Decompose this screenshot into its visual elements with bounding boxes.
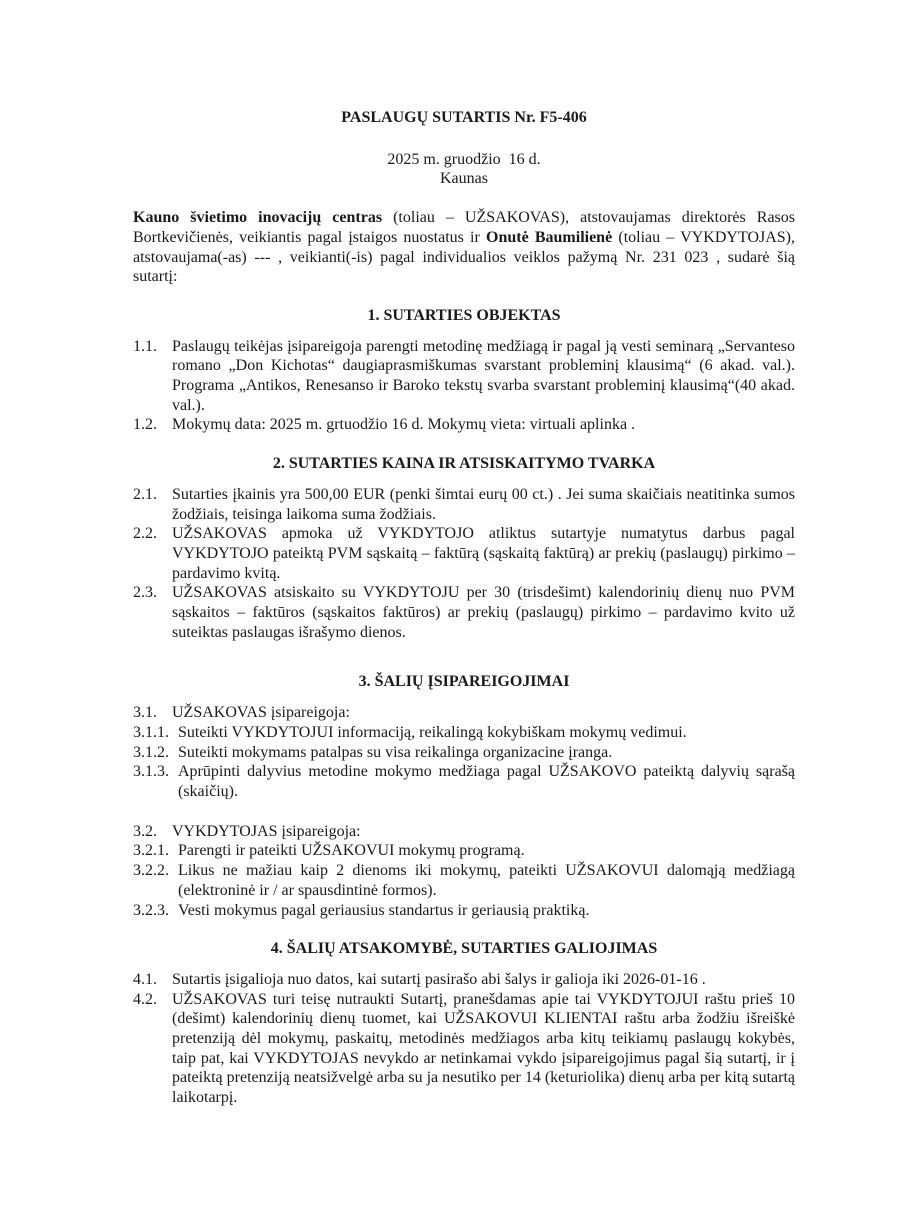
clause-text: UŽSAKOVAS apmoka už VYKDYTOJO atliktus sutartyje numatytus darbus pagal VYKDYTOJO pateiktą PVM sąskaitą – faktūrą (sąskaitą faktūrą) ar prekių (paslaugų) pirkimo – pardavimo kvitą. [172,525,795,582]
clause-number: 4.2. [133,990,157,1008]
clause-number: 1.1. [133,337,157,355]
clause [133,841,795,861]
clause-number: 3.1.3. [133,763,169,781]
clause-text: Suteikti mokymams patalpas su visa reikalinga organizacine įranga. [178,743,613,761]
clause-text: Likus ne mažiau kaip 2 dienoms iki mokymų, pateikti UŽSAKOVUI dalomąją medžiagą (elektroninė ir / ar spausdintinė formos). [178,862,795,899]
clause-number: 2.3. [133,584,157,602]
clause-text: Aprūpinti dalyvius metodine mokymo medžiaga pagal UŽSAKOVO pateiktą dalyvių sąrašą (skaičių). [178,763,795,800]
contract-date: 2025 m. gruodžio 16 d. [387,150,541,168]
intro-text-2: (toliau – VYKDYTOJAS), atstovaujama(-as) --- , veikianti(-is) pagal individualios veiklos pažymą Nr. 231 023 , sudarė šią sutartį: [133,228,796,286]
clause-text: Paslaugų teikėjas įsipareigoja parengti metodinę medžiagą ir pagal ją vesti seminarą „Servanteso romano „Don Kichotas“ daugiaprasmiškumas svarstant probleminį klausimą“ (6 akad. val.). Programa „Antikos, Renesanso ir Baroko tekstų svarba svarstant probleminį klausimą“(40 akad. val.). [172,337,795,414]
clause-number: 3.1.1. [133,723,169,741]
section-heading: 4. ŠALIŲ ATSAKOMYBĖ, SUTARTIES GALIOJIMAS [270,940,658,958]
clause [133,415,795,435]
clause-text: UŽSAKOVAS atsiskaito su VYKDYTOJU per 30 (trisdešimt) kalendorinių dienų nuo PVM sąskaitos – faktūros (sąskaitos faktūros) ar prekių (paslaugų) pirkimo – pardavimo kvito už suteiktas paslaugas išrašymo dienos. [172,584,795,641]
clause-number: 2.2. [133,525,157,543]
clause-number: 3.2. [133,822,157,840]
clause-number: 2.1. [133,485,157,503]
intro-text-1: (toliau – UŽSAKOVAS), atstovaujamas direktorės Rasos Bortkevičienės, veikiantis pagal įstaigos nuostatus ir [133,209,795,246]
clause-text: Sutartis įsigalioja nuo datos, kai sutartį pasirašo abi šalys ir galioja iki 2026-01-16 . [172,970,706,988]
clause [133,723,795,743]
party-contractor: Onutė Baumilienė [486,228,613,246]
party-customer: Kauno švietimo inovacijų centras [133,209,383,227]
spacer [133,802,795,822]
clause-text: VYKDYTOJAS įsipareigoja: [172,822,361,840]
clause [133,583,795,642]
section-heading: 2. SUTARTIES KAINA IR ATSISKAITYMO TVARKA [272,455,656,473]
section-heading: 3. ŠALIŲ ĮSIPAREIGOJIMAI [358,673,570,691]
clause [133,990,795,1108]
document-title: PASLAUGŲ SUTARTIS Nr. F5-406 [341,109,587,126]
sections [133,306,795,1108]
clause [133,970,795,990]
clause-text: Vesti mokymus pagal geriausius standartus ir geriausią praktiką. [178,901,590,919]
clause [133,743,795,763]
clause-text: Suteikti VYKDYTOJUI informaciją, reikalingą kokybiškam mokymų vedimui. [178,723,687,741]
clause-text: UŽSAKOVAS įsipareigoja: [172,704,350,722]
section-heading: 1. SUTARTIES OBJEKTAS [367,306,561,324]
clause-number: 3.2.1. [133,842,169,860]
clause-text: Parengti ir pateikti UŽSAKOVUI mokymų programą. [178,842,525,860]
clause [133,861,795,900]
intro-paragraph [133,208,795,287]
clause [133,762,795,801]
clause-number: 3.2.3. [133,901,169,919]
clause-number: 3.1.2. [133,743,169,761]
clause [133,524,795,583]
clause [133,822,795,842]
clause [133,337,795,416]
clause-number: 3.2.2. [133,862,169,880]
clause-number: 3.1. [133,704,157,722]
clause-text: Mokymų data: 2025 m. grtuodžio 16 d. Mokymų vieta: virtuali aplinka . [172,416,636,434]
contract-city: Kaunas [440,170,488,188]
clause-text: Sutarties įkainis yra 500,00 EUR (penki šimtai eurų 00 ct.) . Jei suma skaičiais neatitinka sumos žodžiais, teisinga laikoma suma žodžiais. [172,485,795,523]
clause [133,485,795,524]
clause-number: 4.1. [133,970,157,988]
clause-text: UŽSAKOVAS turi teisę nutraukti Sutartį, pranešdamas apie tai VYKDYTOJUI raštu prieš 10 (dešimt) kalendorinių dienų tuomet, kai UŽSAKOVUI KLIENTAI raštu arba žodžiu išreiškė pretenziją dėl mokymų, paskaitų, metodinės medžiagos arba kitų teikiamų paslaugų kokybės, taip pat, kai VYKDYTOJAS nevykdo ar netinkamai vykdo įsipareigojimus pagal šią sutartį, ir į pateiktą pretenziją neatsižvelgė arba su ja nesutiko per 14 (keturiolika) dienų arba per kitą sutartą laikotarpį. [172,990,795,1107]
clause [133,703,795,723]
clause [133,901,795,921]
clause-number: 1.2. [133,416,157,434]
